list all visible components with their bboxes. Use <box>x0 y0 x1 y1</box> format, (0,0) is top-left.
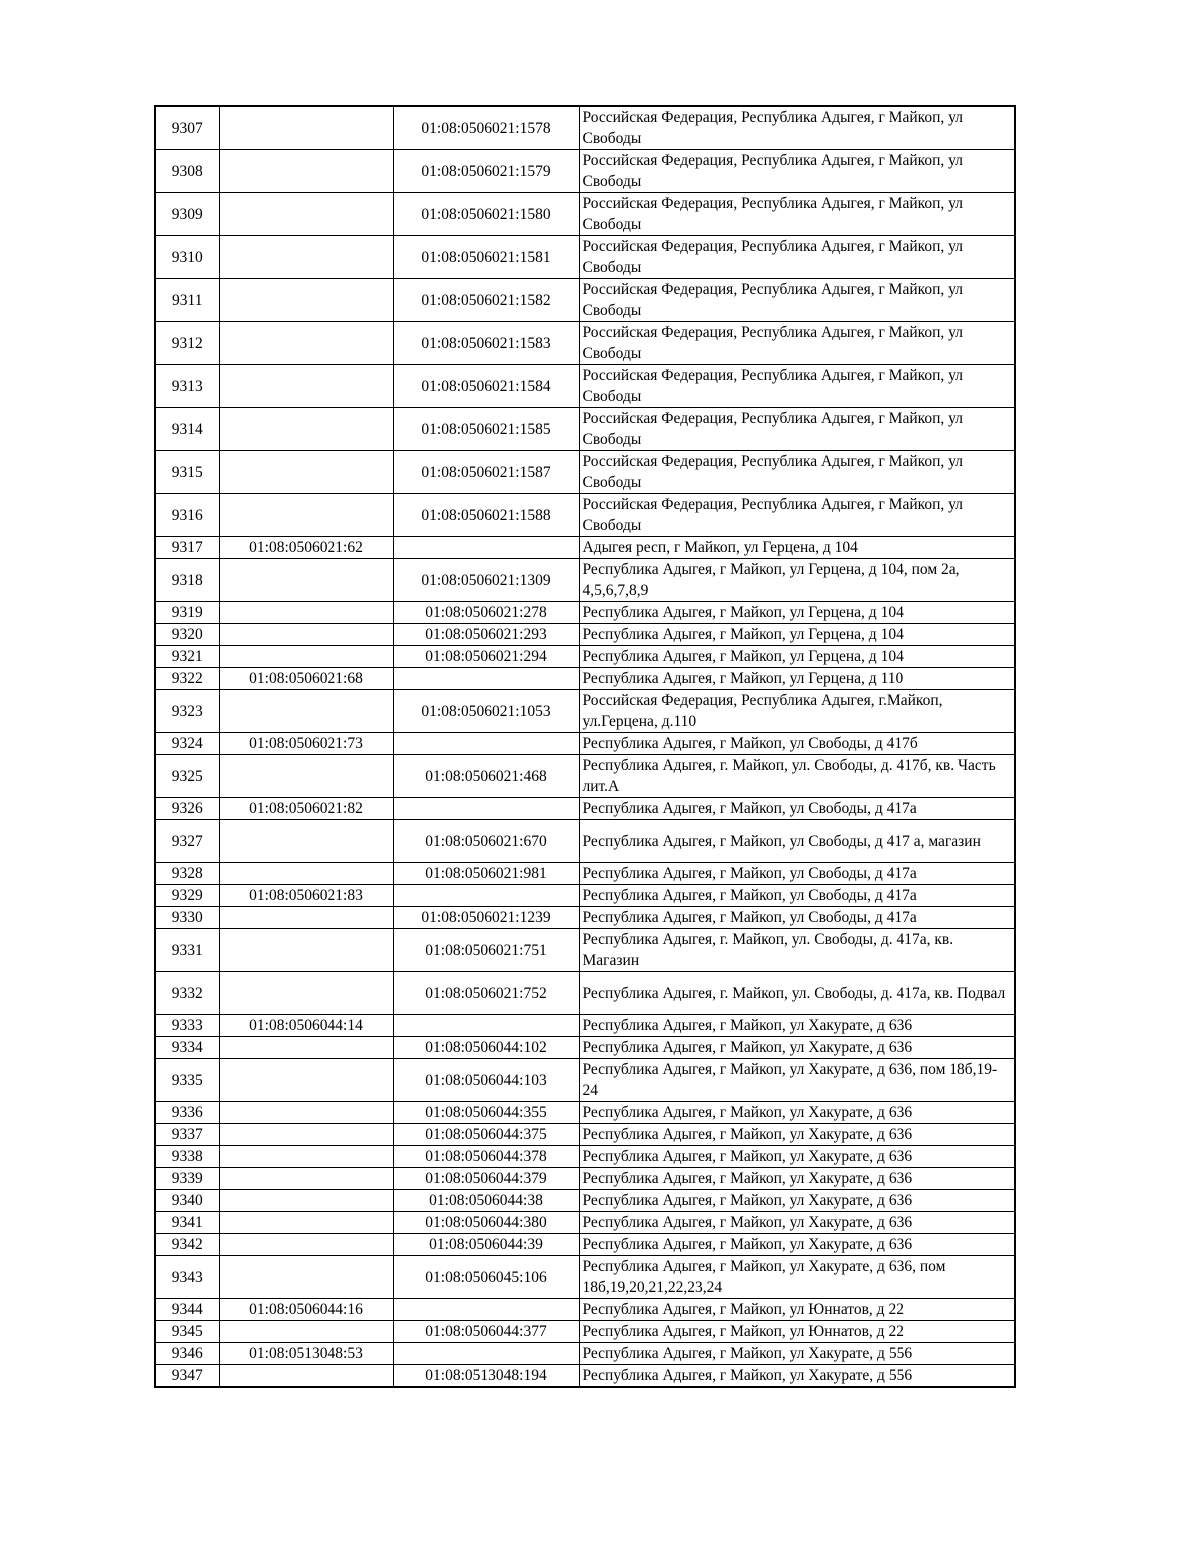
object-cadastral-number-cell: 01:08:0506021:752 <box>393 972 579 1015</box>
address-cell: Российская Федерация, Республика Адыгея, г Майкоп, ул Свободы <box>579 494 1015 537</box>
object-cadastral-number-cell: 01:08:0506044:378 <box>393 1146 579 1168</box>
parcel-cadastral-number-cell <box>219 1124 393 1146</box>
object-cadastral-number-cell: 01:08:0506021:1579 <box>393 150 579 193</box>
row-number-cell: 9337 <box>155 1124 219 1146</box>
address-cell: Республика Адыгея, г Майкоп, ул Хакурате, д 636 <box>579 1146 1015 1168</box>
table-row <box>155 646 1015 668</box>
row-number-cell: 9315 <box>155 451 219 494</box>
row-number-cell: 9320 <box>155 624 219 646</box>
parcel-cadastral-number-cell <box>219 365 393 408</box>
object-cadastral-number-cell: 01:08:0506021:670 <box>393 820 579 863</box>
parcel-cadastral-number-cell <box>219 1256 393 1299</box>
table-row <box>155 1015 1015 1037</box>
address-cell: Республика Адыгея, г Майкоп, ул Хакурате, д 556 <box>579 1365 1015 1388</box>
address-cell: Российская Федерация, Республика Адыгея, г Майкоп, ул Свободы <box>579 279 1015 322</box>
parcel-cadastral-number-cell: 01:08:0513048:53 <box>219 1343 393 1365</box>
object-cadastral-number-cell: 01:08:0506021:1583 <box>393 322 579 365</box>
table-row <box>155 602 1015 624</box>
table-row <box>155 537 1015 559</box>
parcel-cadastral-number-cell <box>219 279 393 322</box>
row-number-cell: 9318 <box>155 559 219 602</box>
parcel-cadastral-number-cell <box>219 820 393 863</box>
row-number-cell: 9309 <box>155 193 219 236</box>
address-cell: Республика Адыгея, г Майкоп, ул Хакурате, д 636 <box>579 1168 1015 1190</box>
address-cell: Республика Адыгея, г Майкоп, ул Хакурате, д 636 <box>579 1102 1015 1124</box>
address-cell: Республика Адыгея, г Майкоп, ул Свободы, д 417б <box>579 733 1015 755</box>
parcel-cadastral-number-cell <box>219 1059 393 1102</box>
parcel-cadastral-number-cell <box>219 646 393 668</box>
address-cell: Российская Федерация, Республика Адыгея, г.Майкоп, ул.Герцена, д.110 <box>579 690 1015 733</box>
object-cadastral-number-cell: 01:08:0506021:1580 <box>393 193 579 236</box>
parcel-cadastral-number-cell <box>219 1102 393 1124</box>
object-cadastral-number-cell: 01:08:0506044:375 <box>393 1124 579 1146</box>
parcel-cadastral-number-cell: 01:08:0506021:68 <box>219 668 393 690</box>
table-row <box>155 624 1015 646</box>
row-number-cell: 9313 <box>155 365 219 408</box>
parcel-cadastral-number-cell <box>219 408 393 451</box>
object-cadastral-number-cell <box>393 1299 579 1321</box>
address-cell: Республика Адыгея, г Майкоп, ул Хакурате, д 636 <box>579 1234 1015 1256</box>
row-number-cell: 9344 <box>155 1299 219 1321</box>
table-row <box>155 863 1015 885</box>
table-row <box>155 322 1015 365</box>
object-cadastral-number-cell: 01:08:0506021:293 <box>393 624 579 646</box>
parcel-cadastral-number-cell <box>219 1168 393 1190</box>
table-row <box>155 193 1015 236</box>
table-row <box>155 1212 1015 1234</box>
row-number-cell: 9307 <box>155 106 219 150</box>
address-cell: Республика Адыгея, г Майкоп, ул Хакурате, д 636 <box>579 1124 1015 1146</box>
table-row <box>155 1190 1015 1212</box>
object-cadastral-number-cell <box>393 733 579 755</box>
object-cadastral-number-cell: 01:08:0506021:1587 <box>393 451 579 494</box>
object-cadastral-number-cell: 01:08:0506044:102 <box>393 1037 579 1059</box>
cadastral-table <box>154 105 1016 1388</box>
table-row <box>155 150 1015 193</box>
table-row <box>155 1365 1015 1388</box>
parcel-cadastral-number-cell <box>219 150 393 193</box>
row-number-cell: 9308 <box>155 150 219 193</box>
address-cell: Республика Адыгея, г Майкоп, ул Хакурате, д 556 <box>579 1343 1015 1365</box>
object-cadastral-number-cell: 01:08:0506044:379 <box>393 1168 579 1190</box>
object-cadastral-number-cell: 01:08:0506021:278 <box>393 602 579 624</box>
address-cell: Республика Адыгея, г Майкоп, ул Свободы, д 417 а, магазин <box>579 820 1015 863</box>
table-row <box>155 1102 1015 1124</box>
object-cadastral-number-cell: 01:08:0506044:380 <box>393 1212 579 1234</box>
table-row <box>155 1343 1015 1365</box>
parcel-cadastral-number-cell <box>219 624 393 646</box>
parcel-cadastral-number-cell <box>219 602 393 624</box>
object-cadastral-number-cell <box>393 1343 579 1365</box>
table-row <box>155 690 1015 733</box>
address-cell: Республика Адыгея, г Майкоп, ул Герцена, д 104 <box>579 602 1015 624</box>
parcel-cadastral-number-cell <box>219 755 393 798</box>
parcel-cadastral-number-cell <box>219 451 393 494</box>
table-row <box>155 106 1015 150</box>
row-number-cell: 9324 <box>155 733 219 755</box>
address-cell: Республика Адыгея, г Майкоп, ул Юннатов, д 22 <box>579 1321 1015 1343</box>
parcel-cadastral-number-cell <box>219 1037 393 1059</box>
address-cell: Российская Федерация, Республика Адыгея, г Майкоп, ул Свободы <box>579 106 1015 150</box>
table-row <box>155 668 1015 690</box>
parcel-cadastral-number-cell <box>219 1212 393 1234</box>
object-cadastral-number-cell <box>393 668 579 690</box>
row-number-cell: 9327 <box>155 820 219 863</box>
table-row <box>155 1059 1015 1102</box>
row-number-cell: 9322 <box>155 668 219 690</box>
address-cell: Российская Федерация, Республика Адыгея, г Майкоп, ул Свободы <box>579 322 1015 365</box>
row-number-cell: 9312 <box>155 322 219 365</box>
row-number-cell: 9333 <box>155 1015 219 1037</box>
table-row <box>155 929 1015 972</box>
parcel-cadastral-number-cell <box>219 1146 393 1168</box>
address-cell: Республика Адыгея, г Майкоп, ул Герцена, д 104 <box>579 624 1015 646</box>
address-cell: Республика Адыгея, г Майкоп, ул Хакурате, д 636 <box>579 1015 1015 1037</box>
table-row <box>155 733 1015 755</box>
address-cell: Республика Адыгея, г Майкоп, ул Хакурате, д 636 <box>579 1037 1015 1059</box>
address-cell: Республика Адыгея, г Майкоп, ул Свободы, д 417а <box>579 863 1015 885</box>
object-cadastral-number-cell <box>393 1015 579 1037</box>
parcel-cadastral-number-cell <box>219 1190 393 1212</box>
parcel-cadastral-number-cell <box>219 972 393 1015</box>
object-cadastral-number-cell: 01:08:0506044:103 <box>393 1059 579 1102</box>
address-cell: Республика Адыгея, г Майкоп, ул Юннатов, д 22 <box>579 1299 1015 1321</box>
table-row <box>155 1146 1015 1168</box>
row-number-cell: 9336 <box>155 1102 219 1124</box>
table-row <box>155 1168 1015 1190</box>
parcel-cadastral-number-cell <box>219 193 393 236</box>
parcel-cadastral-number-cell <box>219 907 393 929</box>
row-number-cell: 9325 <box>155 755 219 798</box>
row-number-cell: 9319 <box>155 602 219 624</box>
object-cadastral-number-cell: 01:08:0506044:355 <box>393 1102 579 1124</box>
row-number-cell: 9341 <box>155 1212 219 1234</box>
object-cadastral-number-cell: 01:08:0506021:1584 <box>393 365 579 408</box>
address-cell: Республика Адыгея, г. Майкоп, ул. Свободы, д. 417а, кв. Магазин <box>579 929 1015 972</box>
row-number-cell: 9340 <box>155 1190 219 1212</box>
parcel-cadastral-number-cell <box>219 690 393 733</box>
table-row <box>155 494 1015 537</box>
object-cadastral-number-cell: 01:08:0506021:1588 <box>393 494 579 537</box>
address-cell: Республика Адыгея, г Майкоп, ул Свободы, д 417а <box>579 798 1015 820</box>
row-number-cell: 9314 <box>155 408 219 451</box>
parcel-cadastral-number-cell: 01:08:0506021:82 <box>219 798 393 820</box>
object-cadastral-number-cell: 01:08:0506021:751 <box>393 929 579 972</box>
address-cell: Российская Федерация, Республика Адыгея, г Майкоп, ул Свободы <box>579 193 1015 236</box>
address-cell: Российская Федерация, Республика Адыгея, г Майкоп, ул Свободы <box>579 150 1015 193</box>
parcel-cadastral-number-cell: 01:08:0506021:73 <box>219 733 393 755</box>
object-cadastral-number-cell: 01:08:0506044:38 <box>393 1190 579 1212</box>
address-cell: Республика Адыгея, г Майкоп, ул Свободы, д 417а <box>579 885 1015 907</box>
table-row <box>155 798 1015 820</box>
parcel-cadastral-number-cell: 01:08:0506021:62 <box>219 537 393 559</box>
table-row <box>155 1124 1015 1146</box>
table-row <box>155 885 1015 907</box>
table-row <box>155 1256 1015 1299</box>
table-row <box>155 972 1015 1015</box>
row-number-cell: 9316 <box>155 494 219 537</box>
address-cell: Республика Адыгея, г Майкоп, ул Хакурате, д 636 <box>579 1190 1015 1212</box>
parcel-cadastral-number-cell <box>219 559 393 602</box>
table-row <box>155 559 1015 602</box>
object-cadastral-number-cell: 01:08:0506021:1053 <box>393 690 579 733</box>
row-number-cell: 9334 <box>155 1037 219 1059</box>
row-number-cell: 9342 <box>155 1234 219 1256</box>
row-number-cell: 9338 <box>155 1146 219 1168</box>
object-cadastral-number-cell: 01:08:0506044:377 <box>393 1321 579 1343</box>
object-cadastral-number-cell <box>393 798 579 820</box>
parcel-cadastral-number-cell <box>219 863 393 885</box>
address-cell: Республика Адыгея, г Майкоп, ул Хакурате, д 636 <box>579 1212 1015 1234</box>
table-row <box>155 820 1015 863</box>
object-cadastral-number-cell: 01:08:0506021:1582 <box>393 279 579 322</box>
address-cell: Республика Адыгея, г Майкоп, ул Хакурате, д 636, пом 18б,19-24 <box>579 1059 1015 1102</box>
address-cell: Республика Адыгея, г Майкоп, ул Хакурате, д 636, пом 18б,19,20,21,22,23,24 <box>579 1256 1015 1299</box>
object-cadastral-number-cell: 01:08:0506021:468 <box>393 755 579 798</box>
address-cell: Российская Федерация, Республика Адыгея, г Майкоп, ул Свободы <box>579 451 1015 494</box>
object-cadastral-number-cell: 01:08:0506045:106 <box>393 1256 579 1299</box>
cadastral-table-body <box>155 106 1015 1387</box>
row-number-cell: 9343 <box>155 1256 219 1299</box>
row-number-cell: 9317 <box>155 537 219 559</box>
object-cadastral-number-cell: 01:08:0506021:1585 <box>393 408 579 451</box>
table-row <box>155 451 1015 494</box>
row-number-cell: 9326 <box>155 798 219 820</box>
object-cadastral-number-cell: 01:08:0506021:1578 <box>393 106 579 150</box>
address-cell: Адыгея респ, г Майкоп, ул Герцена, д 104 <box>579 537 1015 559</box>
address-cell: Республика Адыгея, г Майкоп, ул Герцена, д 104 <box>579 646 1015 668</box>
table-row <box>155 365 1015 408</box>
address-cell: Республика Адыгея, г. Майкоп, ул. Свободы, д. 417а, кв. Подвал <box>579 972 1015 1015</box>
address-cell: Республика Адыгея, г. Майкоп, ул. Свободы, д. 417б, кв. Часть лит.А <box>579 755 1015 798</box>
parcel-cadastral-number-cell <box>219 106 393 150</box>
parcel-cadastral-number-cell <box>219 1234 393 1256</box>
object-cadastral-number-cell: 01:08:0506021:1581 <box>393 236 579 279</box>
parcel-cadastral-number-cell: 01:08:0506044:16 <box>219 1299 393 1321</box>
row-number-cell: 9329 <box>155 885 219 907</box>
address-cell: Республика Адыгея, г Майкоп, ул Герцена, д 104, пом 2а, 4,5,6,7,8,9 <box>579 559 1015 602</box>
parcel-cadastral-number-cell <box>219 1321 393 1343</box>
row-number-cell: 9339 <box>155 1168 219 1190</box>
object-cadastral-number-cell: 01:08:0506044:39 <box>393 1234 579 1256</box>
row-number-cell: 9331 <box>155 929 219 972</box>
object-cadastral-number-cell <box>393 885 579 907</box>
parcel-cadastral-number-cell: 01:08:0506044:14 <box>219 1015 393 1037</box>
row-number-cell: 9347 <box>155 1365 219 1388</box>
parcel-cadastral-number-cell <box>219 322 393 365</box>
row-number-cell: 9332 <box>155 972 219 1015</box>
row-number-cell: 9335 <box>155 1059 219 1102</box>
address-cell: Российская Федерация, Республика Адыгея, г Майкоп, ул Свободы <box>579 236 1015 279</box>
table-row <box>155 408 1015 451</box>
address-cell: Республика Адыгея, г Майкоп, ул Герцена, д 110 <box>579 668 1015 690</box>
table-row <box>155 1037 1015 1059</box>
object-cadastral-number-cell: 01:08:0506021:1239 <box>393 907 579 929</box>
parcel-cadastral-number-cell: 01:08:0506021:83 <box>219 885 393 907</box>
object-cadastral-number-cell: 01:08:0506021:1309 <box>393 559 579 602</box>
address-cell: Российская Федерация, Республика Адыгея, г Майкоп, ул Свободы <box>579 365 1015 408</box>
row-number-cell: 9311 <box>155 279 219 322</box>
table-row <box>155 907 1015 929</box>
row-number-cell: 9328 <box>155 863 219 885</box>
address-cell: Республика Адыгея, г Майкоп, ул Свободы, д 417а <box>579 907 1015 929</box>
parcel-cadastral-number-cell <box>219 929 393 972</box>
address-cell: Российская Федерация, Республика Адыгея, г Майкоп, ул Свободы <box>579 408 1015 451</box>
row-number-cell: 9346 <box>155 1343 219 1365</box>
table-row <box>155 1299 1015 1321</box>
object-cadastral-number-cell: 01:08:0513048:194 <box>393 1365 579 1388</box>
table-row <box>155 279 1015 322</box>
parcel-cadastral-number-cell <box>219 1365 393 1388</box>
row-number-cell: 9321 <box>155 646 219 668</box>
row-number-cell: 9323 <box>155 690 219 733</box>
object-cadastral-number-cell <box>393 537 579 559</box>
table-row <box>155 1234 1015 1256</box>
object-cadastral-number-cell: 01:08:0506021:294 <box>393 646 579 668</box>
object-cadastral-number-cell: 01:08:0506021:981 <box>393 863 579 885</box>
table-row <box>155 755 1015 798</box>
parcel-cadastral-number-cell <box>219 236 393 279</box>
row-number-cell: 9310 <box>155 236 219 279</box>
table-row <box>155 236 1015 279</box>
row-number-cell: 9330 <box>155 907 219 929</box>
row-number-cell: 9345 <box>155 1321 219 1343</box>
parcel-cadastral-number-cell <box>219 494 393 537</box>
table-row <box>155 1321 1015 1343</box>
